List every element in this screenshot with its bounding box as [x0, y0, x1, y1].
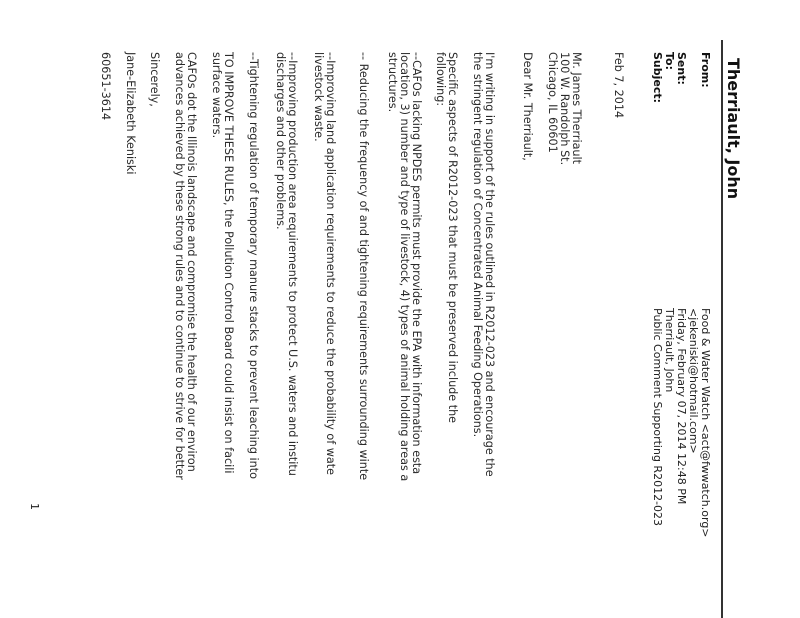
body-line: following:	[434, 52, 447, 107]
document-title: Therriault, John	[724, 58, 743, 200]
body-line: I'm writing in support of the rules outlined in R2012-023 and encourage the	[483, 52, 496, 477]
body-line: 100 W. Randolph St.	[558, 52, 571, 166]
sent-value: Friday, February 07, 2014 12:48 PM	[675, 308, 688, 505]
body-line: location, 3) number and type of livestock, 4) types of animal holding areas a	[398, 52, 411, 482]
body-line: 60651-3614	[99, 52, 112, 121]
body-line: Mr. James Therriault	[570, 52, 583, 165]
body-line: --Tightening regulation of temporary manure stacks to prevent leaching into	[247, 52, 260, 479]
from-email: <jekeniski@hotmail.com>	[687, 308, 700, 454]
from-value: Food & Water Watch <act@fwwatch.org>	[699, 308, 712, 538]
body-line: --CAFOs lacking NPDES permits must provide the EPA with information esta	[410, 52, 423, 475]
subject-value: Public Comment Supporting R2012-023	[651, 308, 664, 527]
body-line: discharges and other problems.	[274, 52, 287, 230]
to-value: Therriault, John	[663, 308, 676, 393]
body-line: livestock waste.	[312, 52, 325, 142]
body-line: Jane-Elizabeth Keniski	[124, 52, 137, 175]
body-line: Chicago, IL 60601	[546, 52, 559, 153]
body-line: structures.	[386, 52, 399, 113]
body-line: Specific aspects of R2012-023 that must be preserved include the	[446, 52, 459, 424]
body-line: surface waters.	[210, 52, 223, 139]
body-line: the stringent regulation of Concentrated Animal Feeding Operations.	[471, 52, 484, 438]
body-line: Sincerely,	[148, 52, 161, 107]
body-line: --Improving land application requirements to reduce the probability of wate	[324, 52, 337, 476]
body-line: -- Reducing the frequency of and tightening requirements surrounding winte	[357, 52, 370, 481]
body-line: TO IMPROVE THESE RULES, the Pollution Control Board could insist on facili	[222, 52, 235, 474]
body-line: CAFOs dot the Illinois landscape and compromise the health of our environ	[185, 52, 198, 472]
subject-label: Subject:	[651, 52, 664, 104]
from-label: From:	[699, 52, 712, 88]
body-line: Feb 7, 2014	[612, 52, 625, 119]
page-number: 1	[28, 503, 41, 510]
body-line: advances achieved by these strong rules and to continue to strive for better	[173, 52, 186, 480]
title-divider	[721, 40, 723, 618]
sent-label: Sent:	[675, 52, 688, 85]
body-line: Dear Mr. Therriault,	[521, 52, 534, 161]
body-line: --Improving production area requirements to protect U.S. waters and institu	[286, 52, 299, 476]
to-label: To:	[663, 52, 676, 70]
